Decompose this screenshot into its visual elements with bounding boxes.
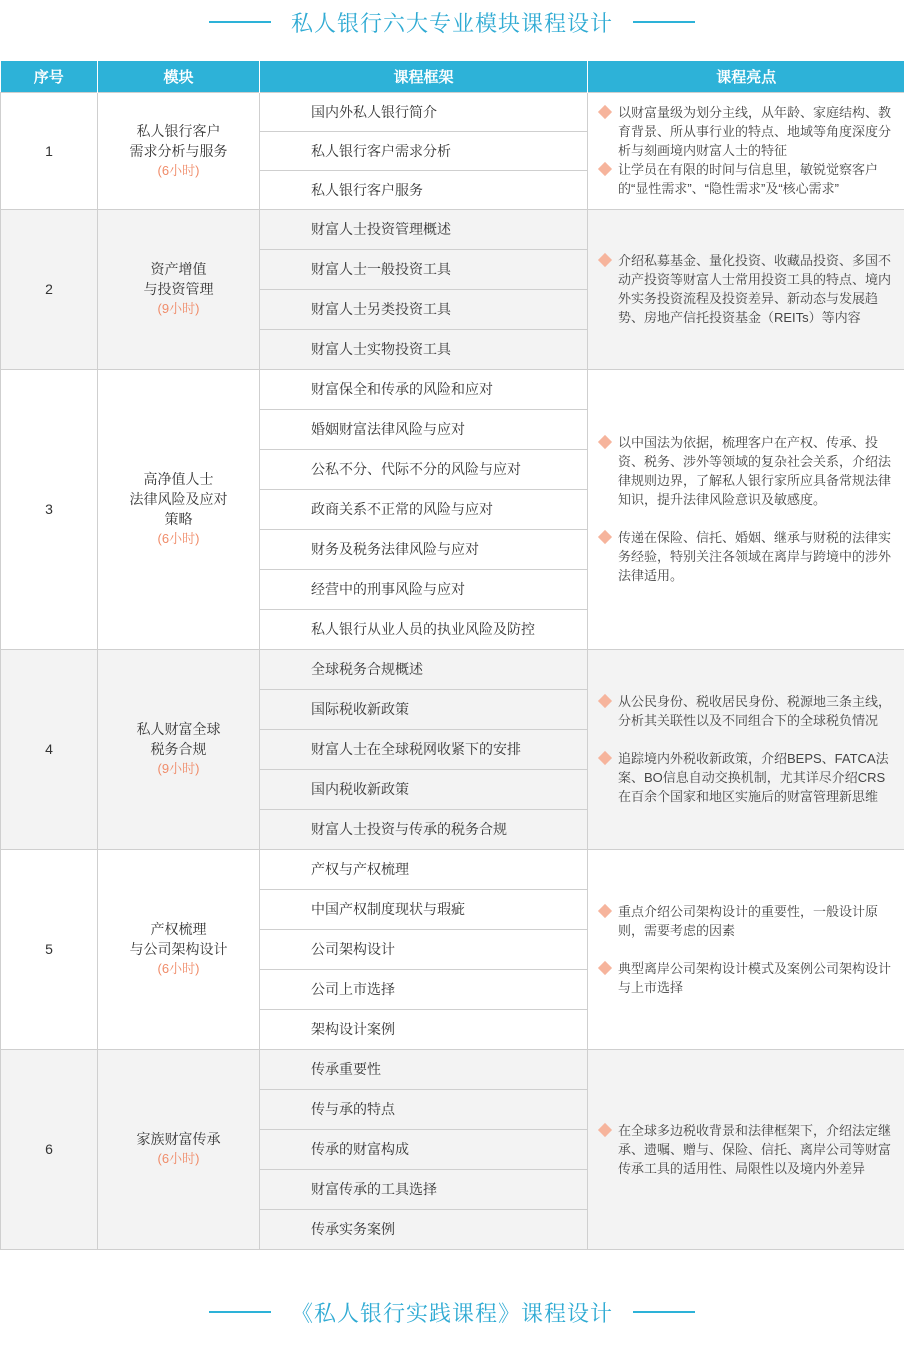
table-row (1, 849, 904, 889)
highlight-item (598, 528, 896, 585)
module-name-line: 高净值人士 (143, 471, 214, 487)
table-row (1, 369, 904, 409)
framework-item: 财富人士实物投资工具 (260, 329, 588, 369)
framework-item: 产权与产权梳理 (260, 849, 588, 889)
diamond-bullet-icon (598, 903, 612, 917)
highlight-item (598, 103, 896, 160)
framework-item: 财富人士投资与传承的税务合规 (260, 809, 588, 849)
highlight-text: 以财富量级为划分主线，从年龄、家庭结构、教育背景、所从事行业的特点、地域等角度深度分析与刻画境内财富人士的特征 (618, 105, 892, 158)
module-name-cell (98, 649, 260, 849)
bottom-title-left-rule (209, 1311, 271, 1313)
module-name-line: 私人财富全球 (136, 721, 221, 737)
top-title-bar (0, 2, 904, 42)
module-hours: (6小时) (157, 1151, 200, 1166)
highlight-item (598, 1121, 896, 1178)
module-number: 1 (1, 92, 98, 209)
highlight-text: 重点介绍公司架构设计的重要性，一般设计原则，需要考虑的因素 (618, 903, 879, 938)
table-row (1, 209, 904, 249)
module-name-line: 与公司架构设计 (129, 941, 228, 957)
framework-item: 财富人士一般投资工具 (260, 249, 588, 289)
highlights-cell (588, 849, 904, 1049)
highlight-item (598, 692, 896, 730)
module-name-cell (98, 209, 260, 369)
highlight-text: 让学员在有限的时间与信息里，敏锐觉察客户的“显性需求”、“隐性需求”及“核心需求” (618, 162, 879, 196)
framework-item: 传与承的特点 (260, 1089, 588, 1129)
highlight-item (598, 433, 896, 509)
section-title: 《私人银行实践课程》课程设计 (290, 1300, 613, 1326)
module-name-line: 税务合规 (150, 741, 207, 757)
framework-item: 婚姻财富法律风险与应对 (260, 409, 588, 449)
module-hours: (6小时) (157, 531, 200, 546)
module-name-line: 法律风险及应对 (129, 491, 228, 507)
framework-item: 公司架构设计 (260, 929, 588, 969)
diamond-bullet-icon (598, 751, 612, 765)
framework-item: 财务及税务法律风险与应对 (260, 529, 588, 569)
module-hours: (9小时) (157, 761, 200, 776)
table-row (1, 1049, 904, 1089)
header-no: 序号 (1, 61, 98, 92)
framework-item: 全球税务合规概述 (260, 649, 588, 689)
module-name-line: 与投资管理 (143, 281, 214, 297)
diamond-bullet-icon (598, 253, 612, 267)
table-row (1, 92, 904, 131)
title-left-rule (209, 21, 271, 23)
module-number: 2 (1, 209, 98, 369)
module-number: 5 (1, 849, 98, 1049)
framework-item: 财富传承的工具选择 (260, 1169, 588, 1209)
diamond-bullet-icon (598, 435, 612, 449)
module-name-cell (98, 849, 260, 1049)
table-header-row (1, 61, 904, 92)
highlight-text: 在全球多边税收背景和法律框架下，介绍法定继承、遗嘱、赠与、保险、信托、离岸公司等财富传承工具的适用性、局限性以及境内外差异 (618, 1122, 892, 1176)
highlight-item (598, 749, 896, 806)
table-row (1, 649, 904, 689)
module-name-line: 策略 (164, 511, 193, 527)
framework-item: 财富人士另类投资工具 (260, 289, 588, 329)
module-name-line: 家族财富传承 (136, 1131, 221, 1147)
table-body (1, 92, 904, 1249)
highlight-item (598, 251, 896, 327)
framework-item: 公私不分、代际不分的风险与应对 (260, 449, 588, 489)
diamond-bullet-icon (598, 105, 612, 119)
framework-item: 财富人士在全球税网收紧下的安排 (260, 729, 588, 769)
framework-item: 公司上市选择 (260, 969, 588, 1009)
framework-item: 中国产权制度现状与瑕疵 (260, 889, 588, 929)
framework-item: 私人银行从业人员的执业风险及防控 (260, 609, 588, 649)
highlights-cell (588, 209, 904, 369)
module-name-line: 需求分析与服务 (129, 142, 228, 159)
framework-item: 国际税收新政策 (260, 689, 588, 729)
highlights-cell (588, 92, 904, 209)
diamond-bullet-icon (598, 960, 612, 974)
framework-item: 政商关系不正常的风险与应对 (260, 489, 588, 529)
highlight-text: 传递在保险、信托、婚姻、继承与财税的法律实务经验，特别关注各领域在离岸与跨境中的涉外法律适用。 (618, 530, 892, 583)
highlight-item (598, 160, 896, 198)
highlights-cell (588, 1049, 904, 1249)
bottom-title-right-rule (633, 1311, 695, 1313)
framework-item: 架构设计案例 (260, 1009, 588, 1049)
highlight-text: 介绍私募基金、量化投资、收藏品投资、多国不动产投资等财富人士常用投资工具的特点、境内外实务投资流程及投资差异、新动态与发展趋势、房地产信托投资基金（REITs）等内容 (618, 253, 892, 325)
diamond-bullet-icon (598, 1122, 612, 1136)
framework-item: 私人银行客户服务 (260, 170, 588, 209)
framework-item: 国内外私人银行简介 (260, 92, 588, 131)
header-module: 模块 (98, 61, 260, 92)
header-framework: 课程框架 (260, 61, 588, 92)
module-hours: (6小时) (157, 162, 200, 178)
highlight-text: 典型离岸公司架构设计模式及案例公司架构设计与上市选择 (618, 960, 892, 995)
diamond-bullet-icon (598, 694, 612, 708)
bottom-title-bar (0, 1292, 904, 1332)
module-name-cell (98, 1049, 260, 1249)
page-title: 私人银行六大专业模块课程设计 (290, 10, 613, 36)
highlights-cell (588, 369, 904, 649)
framework-item: 传承的财富构成 (260, 1129, 588, 1169)
module-name-line: 资产增值 (150, 261, 207, 277)
framework-item: 经营中的刑事风险与应对 (260, 569, 588, 609)
module-hours: (6小时) (157, 961, 200, 976)
course-table (0, 61, 904, 1250)
diamond-bullet-icon (598, 530, 612, 544)
header-highlights: 课程亮点 (588, 61, 904, 92)
highlight-text: 以中国法为依据，梳理客户在产权、传承、投资、税务、涉外等领域的复杂社会关系，介绍法律规则边界，了解私人银行家所应具备常规法律知识，提升法律风险意识及敏感度。 (618, 435, 892, 507)
module-name-line: 私人银行客户 (136, 122, 221, 139)
module-name-cell (98, 92, 260, 209)
framework-item: 传承实务案例 (260, 1209, 588, 1249)
diamond-bullet-icon (598, 162, 612, 176)
highlights-cell (588, 649, 904, 849)
module-name-cell (98, 369, 260, 649)
framework-item: 财富保全和传承的风险和应对 (260, 369, 588, 409)
module-name-line: 产权梳理 (150, 921, 207, 937)
module-number: 4 (1, 649, 98, 849)
highlight-item (598, 902, 896, 940)
module-number: 6 (1, 1049, 98, 1249)
module-number: 3 (1, 369, 98, 649)
module-hours: (9小时) (157, 301, 200, 316)
framework-item: 私人银行客户需求分析 (260, 131, 588, 170)
framework-item: 财富人士投资管理概述 (260, 209, 588, 249)
framework-item: 传承重要性 (260, 1049, 588, 1089)
framework-item: 国内税收新政策 (260, 769, 588, 809)
highlight-text: 追踪境内外税收新政策，介绍BEPS、FATCA法案、BO信息自动交换机制，尤其详尽介绍CRS在百余个国家和地区实施后的财富管理新思维 (618, 751, 889, 804)
highlight-text: 从公民身份、税收居民身份、税源地三条主线，分析其关联性以及不同组合下的全球税负情况 (618, 694, 892, 728)
title-right-rule (633, 21, 695, 23)
highlight-item (598, 959, 896, 997)
